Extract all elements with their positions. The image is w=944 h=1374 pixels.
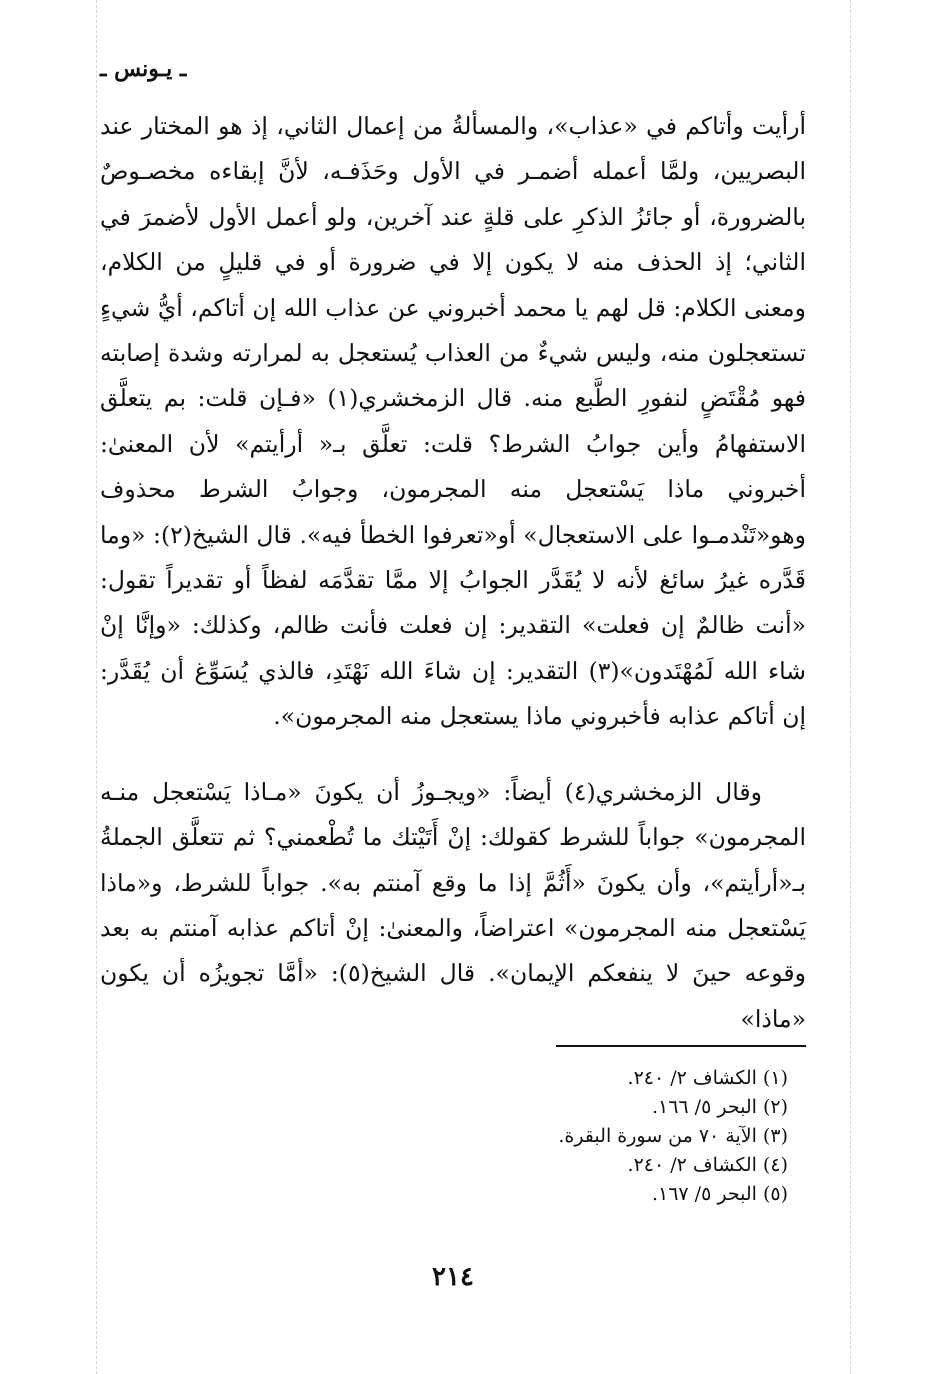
footnote-separator <box>556 1045 806 1047</box>
footnote-2: (٢) البحر ٥/ ١٦٦. <box>651 1096 788 1118</box>
margin-guide-right <box>850 0 851 1374</box>
book-page <box>100 0 806 1374</box>
body-text <box>100 104 806 1042</box>
footnote-4: (٤) الكشاف ٢/ ٢٤٠. <box>627 1154 788 1176</box>
paragraph-1: أرأيت وأتاكم في «عذاب»، والمسألةُ من إعمال الثاني، إذ هو المختار عند البصريين، ولمَّا أعمله أضمـر في الأول وحَذَفـه، لأنَّ إبقاءه مخصـوصٌ بالضرورة، أو جائزُ الذكرِ على قلةٍ عند آخرين، ولو أعمل الأول لأضمرَ في الثاني؛ إذ الحذف منه لا يكون إلا في ضرورة أو في قليلٍ من الكلام، ومعنى الكلام: قل لهم يا محمد أخبروني عن عذاب الله إن أتاكم، أيُّ شيءٍ تستعجلون منه، وليس شيءٌ من العذاب يُستعجل به لمرارته وشدة إصابته فهو مُقْتَضٍ لنفورِ الطَّبع منه. قال الزمخشري(١) «فـإن قلت: بم يتعلَّق الاستفهامُ وأين جوابُ الشرط؟ قلت: تعلَّق بـ« أرأيتم» لأن المعنىٰ: أخبروني ماذا يَسْتعجل منه المجرمون، وجوابُ الشرط محذوف وهو«تَنْدمـوا على الاستعجال» أو«تعرفوا الخطأ فيه». قال الشيخ(٢): «وما قَدَّره غيرُ سائغ لأنه لا يُقَدَّر الجوابُ إلا ممَّا تقدَّمَه لفظاً أو تقديراً تقول: «أنت ظالمٌ إن فعلت» التقدير: إن فعلت فأنت ظالم، وكذلك: «وإنَّا إنْ شاء الله لَمُهْتَدون»(٣) التقدير: إن شاءَ الله نَهْتَدِ، فالذي يُسَوِّغ أن يُقَدَّر: إن أتاكم عذابه فأخبروني ماذا يستعجل منه المجرمون». <box>100 112 807 731</box>
footnote-3: (٣) الآية ٧٠ من سورة البقرة. <box>558 1125 788 1147</box>
running-head: ـ يـونس ـ <box>100 56 187 82</box>
margin-guide-left <box>96 0 97 1374</box>
paragraph-2: وقال الزمخشري(٤) أيضاً: «ويجـوزُ أن يكونَ «مـاذا يَسْتعجل منـه المجرمون» جواباً للشرط كقولك: إنْ أَتَيْتك ما تُطْعمني؟ ثم تتعلَّق الجملةُ بـ«أرأيتم»، وأن يكونَ «أَثُمَّ إذا ما وقع آمنتم به». جواباً للشرط، و«ماذا يَسْتعجل منه المجرمون» اعتراضاً، والمعنىٰ: إنْ أتاكم عذابه آمنتم به بعد وقوعه حينَ لا ينفعكم الإيمان». قال الشيخ(٥): «أمَّا تجويزُه أن يكون «ماذا» <box>100 777 807 1033</box>
footnote-5: (٥) البحر ٥/ ١٦٧. <box>651 1183 788 1205</box>
footnote-1: (١) الكشاف ٢/ ٢٤٠. <box>627 1067 788 1089</box>
page-number: ٢١٤ <box>432 1262 474 1292</box>
footnotes <box>388 1064 788 1209</box>
